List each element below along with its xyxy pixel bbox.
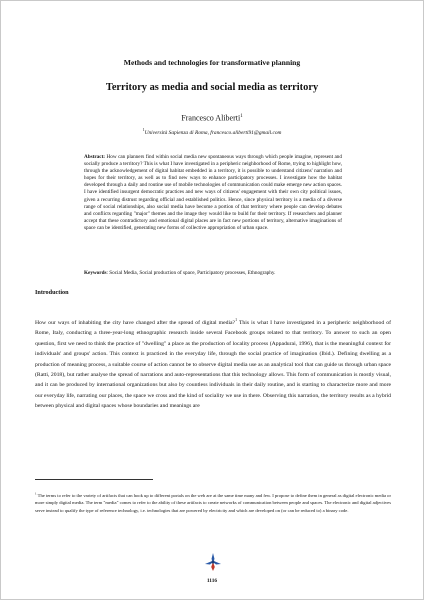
affiliation-text: Università Sapienza di Roma, francesco.aliberti91@gmail.com (144, 129, 282, 136)
keywords-text: : Social Media, Social production of space, Participatory processes, Ethnography. (106, 270, 276, 276)
abstract-label: Abstract: (84, 154, 106, 160)
abstract-text: How can planners find within social media new spontaneous ways through which people imagine, represent and socially produce a territory? This is what I have investigated in a peripheric neighborhood of Rome, trying to highlight how, through the acknowledgement of digital habitat embedded in a territory, it is possible to understand citizens' narration and hopes for their territory, as well as to find new ways to enhance participatory processes. I investigate how the habitat developed through a daily and routine use of mobile technologies of communication could make emerge new action spaces. I have identified insurgent democratic practices and new ways of citizens' engagement with their own city political issues, given a recurring distrust regarding official and established politics. Hence, since physical territory is a media of a diverse range of social relationships, also social media have become a portion of that territory where people can develop debates and conflicts regarding "major" themes and the image they would like to build for their territory. If researchers and planner accept that these contradictory and emotional digital places are in fact new portions of territory, alternative imaginations of space can be identified, generating new forms of collective appropriation of urban space. (84, 154, 342, 231)
affiliation-line (25, 126, 399, 137)
author-affiliation-mark: 1 (240, 114, 243, 119)
footnote-mark: 1 (35, 491, 37, 496)
conference-track-header: Methods and technologies for transformative planning (123, 58, 301, 67)
footnote-divider (35, 479, 153, 480)
section-heading-introduction: Introduction (35, 289, 69, 296)
introduction-text-start: How our ways of inhabiting the city have changed after the spread of digital media? (35, 320, 236, 326)
affiliation-mark: 1 (142, 127, 145, 132)
author-line (25, 112, 399, 124)
footnote-reference: 1 (235, 318, 237, 323)
keywords (84, 270, 342, 277)
abstract (84, 154, 342, 232)
page-number: 1116 (206, 578, 218, 584)
footnote-text: The terms to refer to the variety of artifacts that can hook up to different portals on the web are at the same time many and few. I propose to define them in general as digital electronic media or more simply digital media. The term "media" comes to refer to the ability of these artifacts to create networks of communication between people and spaces. The electronic and digital adjectives serve instead to qualify the type of reference technology, i.e. technologies that are powered by electricity and which are developed on (or can be reduced to) a binary code. (35, 493, 391, 513)
paper-title: Territory as media and social media as territory (105, 82, 319, 93)
conference-logo-icon (203, 552, 223, 572)
keywords-label: Keywords (84, 270, 107, 276)
introduction-text-rest: This is what I have investigated in a peripheric neighborhood of Rome, Italy, conducting a three-year-long ethnographic research inside several Facebook groups related to that territory. To answer to such an open question, first we need to think the practice of "dwelling" a place as the production of locality process (Appadurai, 1996), that is the meaningful context for individuals' and groups' action. This context is practiced in the everyday life, through the social practice of imagination (Ibid.). Defining dwelling as a production of meaning process, a suitable course of action cannot be to observe digital media use as an analytical tool that can guide us through urban space (Ratti, 2018), but rather analyse the spread of narrations and auto-representations that this technology allows. This form of communication is mostly visual, and it can be produced by international organizations but also by countless individuals in their daily routine, and is starting to characterize more and more our everyday life, narrating our places, the space we cross and the kind of sociality we use in there. Observing this narration, the territory results as a hybrid between physical and digital spaces whose boundaries and meanings are (35, 320, 391, 410)
introduction-paragraph (35, 318, 391, 412)
author-name: Francesco Aliberti (181, 113, 241, 123)
footnote (35, 492, 391, 514)
